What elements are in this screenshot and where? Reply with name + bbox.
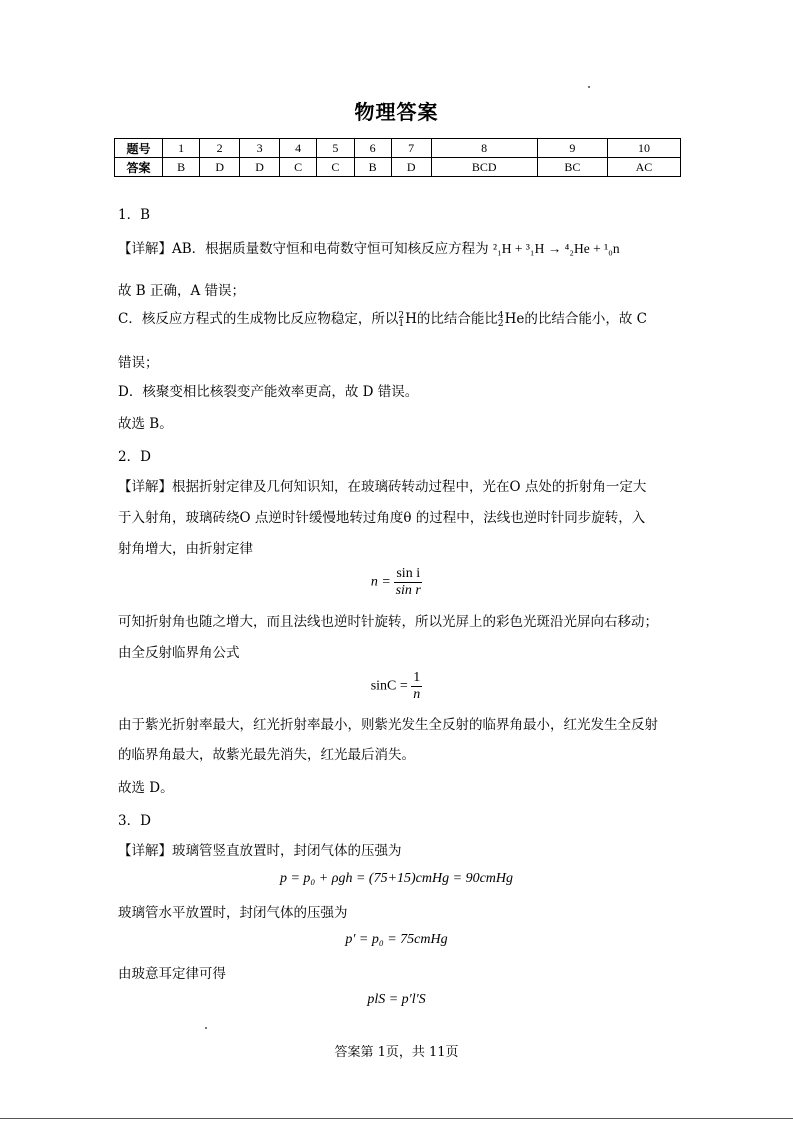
q1-line3-text-a: C．核反应方程式的生成物比反应物稳定，所以 [118, 311, 399, 327]
isotope-mark: 4 2 [497, 310, 504, 329]
q3-formula-1: p = p₀ + ρgh = (75+15)cmHg = 90cmHg [279, 871, 514, 886]
table-cell: 2 [200, 139, 240, 158]
formula-left: n = [370, 574, 391, 590]
q2-line7: 的临界角最大，故紫光最先消失，红光最后消失。 [118, 747, 415, 763]
table-cell: 3 [240, 139, 280, 158]
speck [588, 86, 590, 88]
table-cell: B [354, 158, 391, 177]
table-cell: BC [537, 158, 607, 177]
table-cell: D [240, 158, 280, 177]
page-title: 物理答案 [354, 100, 439, 124]
q3-line3: 由玻意耳定律可得 [118, 966, 226, 982]
fraction-numerator: 1 [413, 670, 421, 685]
q2-number: 2．D [118, 449, 151, 465]
fraction [394, 566, 422, 599]
table-cell: C [280, 158, 317, 177]
table-cell: 4 [280, 139, 317, 158]
q2-line1: 【详解】根据折射定律及几何知识知，在玻璃砖转动过程中，光在O 点处的折射角一定大 [118, 479, 647, 495]
page-footer: 答案第 1页，共 11页 [334, 1045, 459, 1060]
fraction [411, 670, 422, 703]
q3-formula-3: plS = p′l′S [367, 992, 426, 1007]
formula-left: sinC = [370, 678, 408, 694]
table-cell: 7 [391, 139, 431, 158]
table-header-answer: 答案 [115, 158, 163, 177]
q2-formula-critical-angle [0, 670, 793, 703]
q2-line5: 由全反射临界角公式 [118, 645, 240, 661]
q2-line8: 故选 D。 [118, 780, 174, 796]
table-cell: AC [607, 158, 680, 177]
q3-line1: 【详解】玻璃管竖直放置时，封闭气体的压强为 [118, 843, 402, 859]
fraction-numerator: sin i [396, 566, 421, 581]
q2-line4: 可知折射角也随之增大，而且法线也逆时针旋转，所以光屏上的彩色光斑沿光屏向右移动； [118, 614, 658, 630]
q3-formula-2: p′ = p₀ = 75cmHg [345, 932, 448, 947]
q1-line6: 故选 B。 [118, 416, 173, 432]
q1-equation: ²₁H + ³₁H → ⁴₂He + ¹₀n [492, 241, 620, 256]
table-cell: 5 [317, 139, 354, 158]
speck [205, 1027, 207, 1029]
q1-line3-he: He [504, 311, 525, 327]
table-cell: 1 [163, 139, 200, 158]
q1-explain [118, 240, 620, 258]
table-cell: D [391, 158, 431, 177]
q1-line3-text-b: 的比结合能比 [416, 311, 498, 327]
q1-line5: D．核聚变相比核裂变产能效率更高，故 D 错误。 [118, 384, 419, 400]
table-row-answers [115, 158, 681, 177]
q1-line4: 错误； [118, 355, 159, 371]
table-cell: BCD [431, 158, 537, 177]
fraction-denominator: sin r [395, 583, 421, 598]
q3-number: 3．D [118, 813, 151, 829]
q2-line2: 于入射角，玻璃砖绕O 点逆时针缓慢地转过角度θ 的过程中，法线也逆时针同步旋转，入 [118, 510, 646, 526]
table-header-number: 题号 [115, 139, 163, 158]
table-cell: 9 [537, 139, 607, 158]
q1-line2: 故 B 正确，A 错误； [118, 283, 246, 299]
fraction-denominator: n [413, 687, 421, 702]
q1-text: 【详解】AB．根据质量数守恒和电荷数守恒可知核反应方程为 [118, 241, 489, 257]
table-cell: C [317, 158, 354, 177]
table-row-numbers [115, 139, 681, 158]
table-cell: B [163, 158, 200, 177]
q1-line3-h: H [405, 311, 417, 327]
q1-line3 [118, 310, 647, 328]
table-cell: 8 [431, 139, 537, 158]
q2-line3: 射角增大，由折射定律 [118, 541, 253, 557]
isotope-mark: 2 1 [398, 310, 405, 329]
page-bottom-divider [0, 1118, 793, 1119]
answer-table [114, 138, 681, 177]
table-cell: D [200, 158, 240, 177]
table-cell: 10 [607, 139, 680, 158]
table-cell: 6 [354, 139, 391, 158]
q2-formula-refraction [0, 566, 793, 599]
q1-line3-text-c: 的比结合能小，故 C [524, 311, 647, 327]
q3-line2: 玻璃管水平放置时，封闭气体的压强为 [118, 905, 348, 921]
q1-number: 1．B [118, 207, 151, 223]
q2-line6: 由于紫光折射率最大，红光折射率最小，则紫光发生全反射的临界角最小，红光发生全反射 [118, 717, 658, 733]
